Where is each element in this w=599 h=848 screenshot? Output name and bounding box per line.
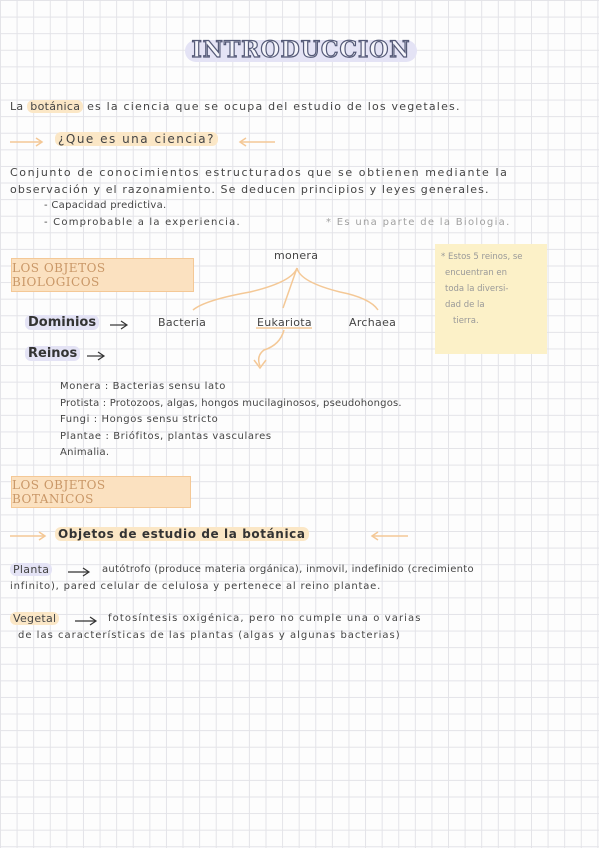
section-biologicos-label: LOS OBJETOS BIOLOGICOS <box>12 261 106 289</box>
reino-plantae: Plantae : Briófitos, plantas vasculares <box>60 431 272 442</box>
page-title: INTRODUCCION <box>191 37 411 63</box>
intro-botanica: botánica <box>27 100 83 113</box>
definition-bullet-2: - Comprobable a la experiencia. <box>44 217 241 228</box>
dominio-eukariota: Eukariota <box>257 316 312 329</box>
question-heading <box>55 132 218 146</box>
section-botanicos-label: LOS OBJETOS BOTANICOS <box>12 478 106 506</box>
question-text: ¿Que es una ciencia? <box>55 132 218 146</box>
definition-bullet-1: - Capacidad predictiva. <box>44 200 167 211</box>
section-botanicos-box <box>11 476 191 508</box>
note-line-5: tierra. <box>453 316 479 326</box>
planta-line-1: autótrofo (produce materia orgánica), inmovil, indefinido (crecimiento <box>102 564 474 575</box>
reino-protista: Protista : Protozoos, algas, hongos mucilaginosos, pseudohongos. <box>60 398 402 409</box>
dominio-bacteria: Bacteria <box>158 316 207 329</box>
planta-label <box>10 563 52 576</box>
objetos-heading-text: Objetos de estudio de la botánica <box>55 527 309 541</box>
note-line-4: dad de la <box>445 300 485 310</box>
note-line-1: * Estos 5 reinos, se <box>441 252 523 262</box>
reino-fungi: Fungi : Hongos sensu stricto <box>60 414 219 425</box>
dominios-text: Dominios <box>25 315 99 330</box>
objetos-heading <box>55 527 309 541</box>
sticky-note <box>435 244 547 354</box>
definition-line-2: observación y el razonamiento. Se deducen principios y leyes generales. <box>10 183 490 196</box>
dominios-label <box>25 315 99 330</box>
note-line-2: encuentran en <box>445 268 508 278</box>
dominio-archaea: Archaea <box>349 316 397 329</box>
vegetal-line-2: de las características de las plantas (algas y algunas bacterias) <box>18 630 401 641</box>
definition-line-1: Conjunto de conocimientos estructurados que se obtienen mediante la <box>10 166 509 179</box>
planta-line-2: infinito), pared celular de celulosa y pertenece al reino plantae. <box>10 581 382 592</box>
intro-word-la: La <box>10 100 24 113</box>
vegetal-line-1: fotosíntesis oxigénica, pero no cumple una o varias <box>108 613 422 624</box>
tree-root-monera: monera <box>274 249 319 262</box>
intro-rest: es la ciencia que se ocupa del estudio de los vegetales. <box>87 100 461 113</box>
reino-monera: Monera : Bacterias sensu lato <box>60 381 226 392</box>
vegetal-label <box>10 612 59 625</box>
planta-label-text: Planta <box>10 563 52 576</box>
note-line-3: toda la diversi- <box>445 284 509 294</box>
vegetal-label-text: Vegetal <box>10 612 59 625</box>
section-biologicos-box <box>11 258 194 292</box>
reinos-label <box>25 346 80 361</box>
reino-animalia: Animalia. <box>60 447 110 458</box>
definition-aside: * Es una parte de la Biologia. <box>326 217 511 228</box>
reinos-text: Reinos <box>25 346 80 361</box>
